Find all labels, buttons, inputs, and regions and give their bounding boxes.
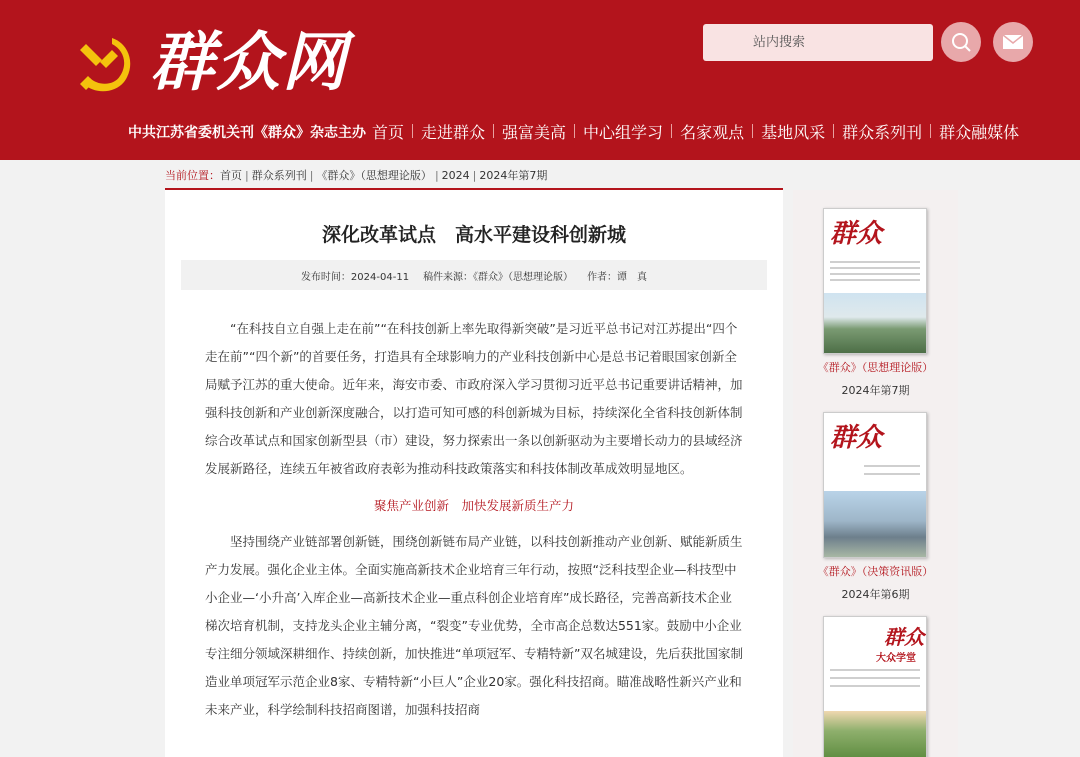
cover-line	[830, 677, 920, 679]
breadcrumb-series[interactable]: 群众系列刊	[251, 169, 307, 182]
main-nav	[364, 118, 1027, 144]
nav-item-bases[interactable]: 基地风采	[761, 122, 826, 142]
magazine-issue-2: 2024年第6期	[841, 588, 910, 601]
cover-subtitle: 大众学堂	[876, 653, 916, 664]
cover-line	[864, 473, 920, 475]
cover-line	[830, 273, 920, 275]
cover-line	[830, 669, 920, 671]
cover-line	[830, 685, 920, 687]
search-input[interactable]	[703, 24, 933, 61]
section-subhead: 聚焦产业创新 加快发展新质生产力	[373, 498, 574, 513]
mail-button[interactable]	[993, 22, 1033, 62]
cover-line	[830, 267, 920, 269]
magazine-cover-1[interactable]	[823, 208, 927, 354]
breadcrumb	[165, 167, 547, 183]
magazine-caption-2[interactable]: 《群众》（决策资讯版）	[817, 565, 934, 578]
nav-item-about[interactable]: 走进群众	[421, 122, 486, 142]
site-logo[interactable]: 群众网	[150, 25, 348, 100]
article-meta	[181, 260, 767, 290]
mail-icon	[1002, 34, 1024, 50]
breadcrumb-separator: |	[309, 169, 314, 182]
magazine-caption-1[interactable]: 《群众》（思想理论版）	[817, 361, 934, 374]
breadcrumb-home[interactable]: 首页	[220, 169, 242, 182]
cover-title: 群众	[830, 219, 883, 249]
breadcrumb-year[interactable]: 2024	[441, 169, 470, 182]
nav-item-home[interactable]: 首页	[372, 122, 405, 142]
publish-date: 发布时间：2024-04-11	[300, 271, 410, 283]
magazine-issue-1: 2024年第7期	[841, 384, 910, 397]
party-emblem-icon	[72, 30, 140, 98]
cover-image	[824, 711, 926, 757]
search-icon	[950, 31, 972, 53]
breadcrumb-edition[interactable]: 《群众》（思想理论版）	[316, 169, 432, 182]
breadcrumb-separator: |	[245, 169, 249, 182]
article-body	[205, 315, 743, 724]
cover-image	[824, 491, 926, 557]
nav-item-media[interactable]: 群众融媒体	[939, 122, 1020, 142]
nav-item-series[interactable]: 群众系列刊	[842, 122, 923, 142]
site-header	[0, 0, 1080, 160]
search-button[interactable]	[941, 22, 981, 62]
article	[165, 190, 783, 757]
cover-line	[864, 465, 920, 467]
cover-line	[830, 261, 920, 263]
article-author: 作者：谭 真	[587, 271, 648, 283]
search-box[interactable]	[703, 24, 933, 61]
magazine-cover-3[interactable]	[823, 616, 927, 757]
cover-image	[824, 293, 926, 353]
breadcrumb-separator: |	[434, 169, 439, 182]
breadcrumb-issue[interactable]: 2024年第7期	[479, 169, 548, 182]
cover-title: 群众	[884, 625, 924, 649]
cover-line	[830, 279, 920, 281]
cover-title: 群众	[830, 423, 883, 453]
nav-item-views[interactable]: 名家观点	[680, 122, 745, 142]
breadcrumb-label: 当前位置：	[165, 169, 220, 182]
breadcrumb-separator: |	[472, 169, 477, 182]
article-title: 深化改革试点 高水平建设科创新城	[321, 224, 626, 246]
paragraph: “在科技自立自强上走在前”“在科技创新上率先取得新突破”是习近平总书记对江苏提出“四个走在前”“四个新”的首要任务，打造具有全球影响力的产业科技创新中心是总书记着眼国家创新全局赋予江苏的重大使命。近年来，海安市委、市政府深入学习贯彻习近平总书记重要讲话精神，加强科技创新和产业创新深度融合，以打造可知可感的科创新城为目标，持续深化全省科技创新体制综合改革试点和国家创新型县（市）建设，努力探索出一条以创新驱动为主要增长动力的县域经济发展新路径，连续五年被省政府表彰为推动科技政策落实和科技体制改革成效明显地区。	[205, 321, 743, 476]
nav-item-study[interactable]: 中心组学习	[583, 122, 664, 142]
nav-item-qiangfu[interactable]: 强富美高	[502, 122, 567, 142]
magazine-cover-2[interactable]	[823, 412, 927, 558]
magazine-sidebar	[793, 190, 958, 757]
sponsor-text: 中共江苏省委机关刊《群众》杂志主办	[128, 125, 366, 141]
article-source: 稿件来源：《群众》（思想理论版）	[423, 271, 574, 283]
paragraph: 坚持围绕产业链部署创新链，围绕创新链布局产业链，以科技创新推动产业创新、赋能新质生产力发展。强化企业主体。全面实施高新技术企业培育三年行动，按照“泛科技型企业—科技型中小企业—‘小升高’入库企业—高新技术企业—重点科创企业培育库”成长路径，完善高新技术企业梯次培育机制，支持龙头企业主辅分离，“裂变”专业优势，全市高企总数达551家。鼓励中小企业专注细分领域深耕细作、持续创新，加快推进“单项冠军、专精特新”双名城建设，先后获批国家制造业单项冠军示范企业8家、专精特新“小巨人”企业20家。强化科技招商。瞄准战略性新兴产业和未来产业，科学绘制科技招商图谱，加强科技招商	[205, 534, 743, 717]
